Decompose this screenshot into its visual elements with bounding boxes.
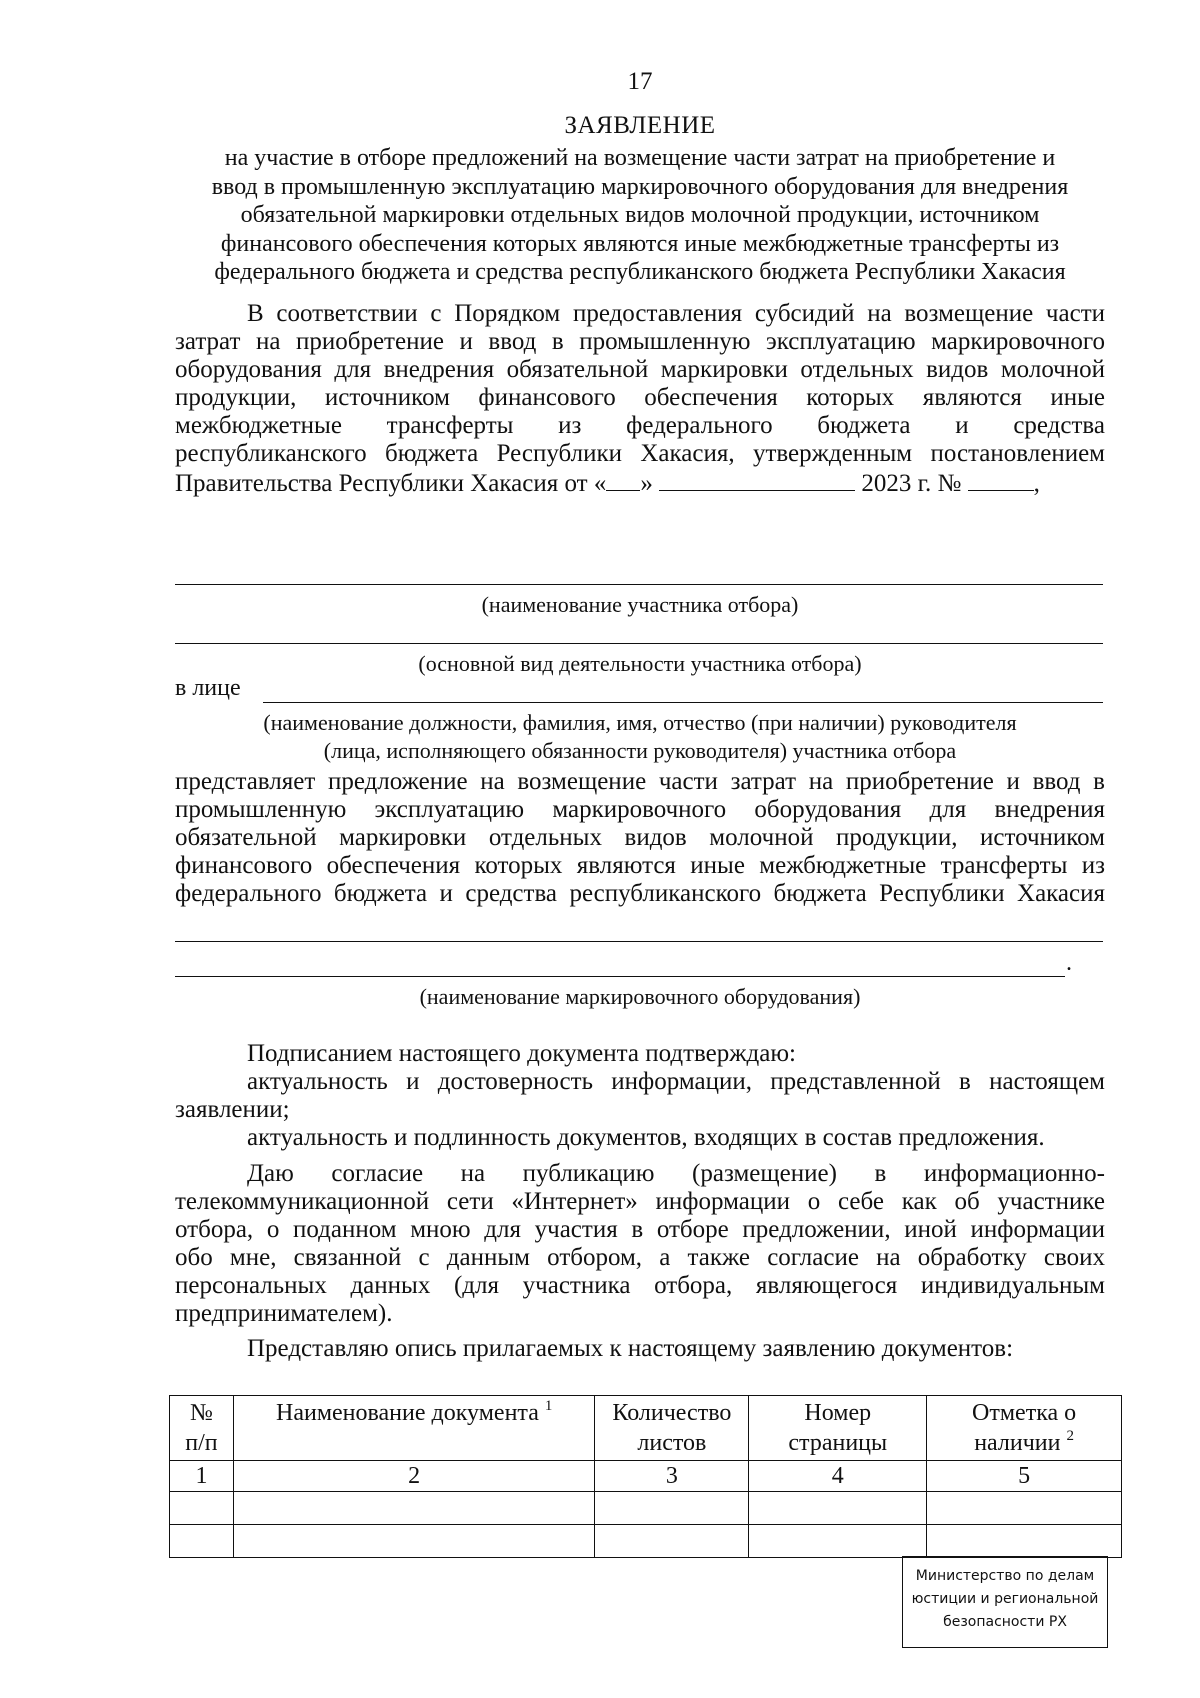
table-cell [170,1525,234,1558]
intro-last-prefix: Правительства Республики Хакасия от « [175,470,607,497]
intro-line: затрат на приобретение и ввод в промышленную эксплуатацию маркировочного [175,328,1105,355]
header-page-number: Номер страницы [749,1396,927,1461]
equipment-period: . [1066,950,1072,976]
consent-paragraph [175,1160,1105,1328]
table-cell: 4 [749,1461,927,1492]
table-cell [595,1492,749,1525]
consent-line: персональных данных (для участника отбора, являющегося индивидуальным [175,1272,1105,1299]
table-cell [233,1492,595,1525]
confirm-intro: Подписанием настоящего документа подтверждаю: [247,1040,796,1067]
proposal-line: финансового обеспечения которых являются иные межбюджетные трансферты из [175,852,1105,879]
subtitle-line: на участие в отборе предложений на возмещение части затрат на приобретение и [224,145,1056,171]
in-person-line [263,702,1103,703]
consent-line: предпринимателем). [175,1300,393,1327]
intro-paragraph [175,300,1105,498]
equipment-line-2 [175,976,1065,977]
intro-line: межбюджетные трансферты из федерального бюджета и средства [175,412,1105,439]
header-presence-mark: Отметка о наличии $^2$ [927,1396,1122,1461]
page-number: 17 [627,68,653,95]
participant-name-line [175,584,1103,585]
proposal-line: промышленную эксплуатацию маркировочного оборудования для внедрения [175,796,1105,823]
ministry-stamp [902,1556,1108,1648]
intro-line: оборудования для внедрения обязательной маркировки отдельных видов молочной [175,356,1105,383]
proposal-paragraph [175,768,1105,908]
consent-line: обо мне, связанной с данным отбором, а также согласие на обработку своих [175,1244,1105,1271]
table-cell: 5 [927,1461,1122,1492]
table-cell [595,1525,749,1558]
subtitle-line: федерального бюджета и средства республиканского бюджета Республики Хакасия [214,259,1066,285]
intro-last-line [175,468,1105,498]
inventory-intro: Представляю опись прилагаемых к настоящему заявлению документов: [247,1335,1014,1362]
table-cell [749,1492,927,1525]
confirmation-block [175,1040,1105,1152]
subtitle-line: ввод в промышленную эксплуатацию маркировочного оборудования для внедрения [211,173,1069,200]
consent-line: отбора, о поданном мною для участия в отборе предложении, иной информации [175,1216,1105,1243]
equipment-line-1 [175,941,1103,942]
table-cell [233,1525,595,1558]
consent-line: телекоммуникационной сети «Интернет» информации о себе как об участнике [175,1188,1105,1215]
year-label: 2023 г. № [861,470,962,497]
day-blank [606,468,640,491]
in-person-label: в лице [175,675,241,701]
intro-line: В соответствии с Порядком предоставления субсидий на возмещение части [247,300,1105,327]
consent-line: Даю согласие на публикацию (размещение) в информационно- [247,1160,1105,1187]
subtitle-line: финансового обеспечения которых являются иные межбюджетные трансферты из [220,230,1060,257]
activity-caption: (основной вид деятельности участника отбора) [418,651,862,676]
table-cell: 1 [170,1461,234,1492]
proposal-line: обязательной маркировки отдельных видов молочной продукции, источником [175,824,1105,851]
table-cell: 2 [233,1461,595,1492]
table-cell [927,1492,1122,1525]
activity-line [175,643,1103,644]
participant-name-caption: (наименование участника отбора) [481,592,799,617]
quote-close: » [640,470,653,497]
equipment-caption: (наименование маркировочного оборудования) [419,984,861,1009]
stamp-line: юстиции и региональной [911,1591,1099,1607]
stamp-line: безопасности РХ [943,1614,1067,1630]
document-subtitle [175,144,1105,287]
comma: , [1033,470,1040,497]
table-header-row [170,1396,1122,1461]
header-document-name: Наименование документа $^1$ [233,1396,595,1461]
table-cell [749,1525,927,1558]
table-cell [927,1525,1122,1558]
number-blank [968,468,1034,491]
intro-line: продукции, источником финансового обеспечения которых являются иные [175,384,1105,411]
header-number: № п/п [170,1396,234,1461]
head-caption-line2: (лица, исполняющего обязанности руководителя) участника отбора [323,738,957,763]
confirm-item2: актуальность и подлинность документов, входящих в состав предложения. [247,1124,1045,1151]
document-title: ЗАЯВЛЕНИЕ [564,112,716,139]
stamp-line: Министерство по делам [915,1568,1095,1584]
table-cell [170,1492,234,1525]
table-number-row [170,1461,1122,1492]
proposal-line: представляет предложение на возмещение части затрат на приобретение и ввод в [175,768,1105,795]
proposal-line: федерального бюджета и средства республиканского бюджета Республики Хакасия [175,880,1105,907]
month-blank [659,468,855,491]
table-row [170,1525,1122,1558]
table-row [170,1492,1122,1525]
confirm-item1-line2: заявлении; [175,1096,290,1123]
header-sheets: Количество листов [595,1396,749,1461]
head-caption-line1: (наименование должности, фамилия, имя, отчество (при наличии) руководителя [263,710,1017,735]
confirm-item1-line1: актуальность и достоверность информации, представленной в настоящем [247,1068,1105,1095]
intro-line: республиканского бюджета Республики Хакасия, утвержденным постановлением [175,440,1105,467]
table-cell: 3 [595,1461,749,1492]
documents-table [169,1395,1122,1558]
subtitle-line: обязательной маркировки отдельных видов молочной продукции, источником [240,202,1040,228]
